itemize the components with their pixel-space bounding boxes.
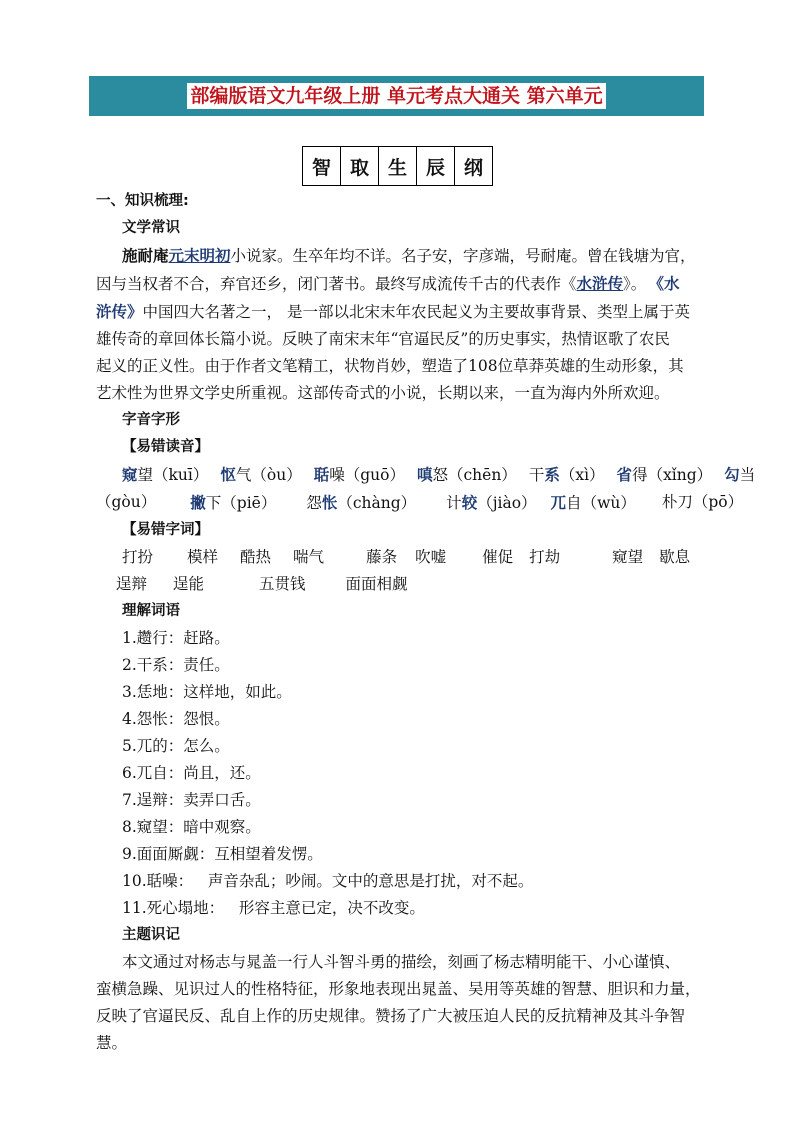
pron-item: 省得（xǐng） <box>616 465 713 484</box>
pron-item: 嗔怒（chēn） <box>416 465 517 484</box>
theme-text: 慧。 <box>96 1034 128 1052</box>
subheading-pronunciation: 字音字形 <box>122 412 180 428</box>
vocab-heading: 理解词语 <box>122 603 180 619</box>
motto-table <box>302 146 493 186</box>
vocab-item: 6.兀自：尚且，还。 <box>122 764 261 782</box>
lit-text: 》。 <box>623 275 647 293</box>
word-item: 酷热 <box>240 548 272 566</box>
word-item: 逞辩 <box>116 575 148 593</box>
pron-item: 怄气（òu） <box>220 465 302 484</box>
word-item: 藤条 <box>366 548 398 566</box>
motto-cell: 辰 <box>417 147 455 185</box>
pronunciation-heading: 【易错读音】 <box>122 439 209 455</box>
motto-cell: 生 <box>379 147 417 185</box>
lit-text: 中国四大名著之一， 是一部以北宋末年农民起义为主要故事背景、类型上属于英 <box>142 303 690 321</box>
document-title: 部编版语文九年级上册 单元考点大通关 第六单元 <box>187 83 605 109</box>
author-name: 施耐庵 <box>122 246 169 265</box>
pron-item: 怨怅（chàng） <box>306 493 417 512</box>
vocab-item: 8.窥望：暗中观察。 <box>122 818 261 836</box>
motto-cell: 智 <box>303 147 341 185</box>
theme-paragraph <box>96 949 706 1057</box>
word-item: 喘气 <box>293 548 325 566</box>
vocab-item: 10.聒噪： 声音杂乱；吵闹。文中的意思是打扰，对不起。 <box>122 872 534 890</box>
lit-text: 因与当权者不合，弃官还乡，闭门著书。最终写成流传千古的代表作《 <box>96 275 577 293</box>
pron-item: 窥望（kuī） <box>122 465 209 484</box>
motto-cell: 纲 <box>463 156 483 179</box>
theme-text: 反映了官逼民反、乱自上作的历史规律。赞扬了广大被压迫人民的反抗精神及其斗争智 <box>96 1007 686 1025</box>
vocab-item: 7.逞辩：卖弄口舌。 <box>122 791 261 809</box>
title-banner <box>89 76 704 116</box>
book-link[interactable]: 水浒传 <box>576 274 624 293</box>
vocab-item: 5.兀的：怎么。 <box>122 737 230 755</box>
pronunciation-row <box>96 461 756 489</box>
book-title: 浒传》 <box>96 302 143 321</box>
word-item: 面面相觑 <box>345 575 408 593</box>
word-item: 逞能 <box>173 575 205 593</box>
pron-item: （gòu） <box>96 493 157 511</box>
theme-text: 本文通过对杨志与晁盖一行人斗智斗勇的描绘，刻画了杨志精明能干、小心谨慎、 <box>122 953 681 971</box>
pronunciation-row <box>96 489 744 517</box>
vocab-item: 3.恁地：这样地，如此。 <box>122 683 292 701</box>
word-item: 五贯钱 <box>259 575 306 593</box>
literature-paragraph <box>96 242 706 407</box>
lit-text: 起义的正义性。由于作者文笔精工，状物肖妙，塑造了108位草莽英雄的生动形象，其 <box>96 357 684 375</box>
word-item: 催促 <box>482 548 514 566</box>
lit-text: 雄传奇的章回体长篇小说。反映了南宋末年“官逼民反”的历史事实，热情讴歌了农民 <box>96 330 670 348</box>
word-item: 吹嘘 <box>415 548 447 566</box>
vocab-item: 2.干系：责任。 <box>122 656 230 674</box>
word-item: 模样 <box>187 548 219 566</box>
word-item: 歇息 <box>659 548 691 566</box>
pron-item: 干系（xì） <box>528 465 605 484</box>
subheading-literature: 文学常识 <box>122 220 180 236</box>
pron-item: 聒噪（guō） <box>313 465 405 484</box>
section-heading: 一、知识梳理: <box>96 193 189 209</box>
words-heading: 【易错字词】 <box>122 522 209 538</box>
theme-text: 蛮横急躁、见识过人的性格特征，形象地表现出晁盖、吴用等英雄的智慧、胆识和力量， <box>96 980 701 998</box>
pron-item: 兀自（wù） <box>550 493 636 512</box>
words-row <box>96 544 706 571</box>
lit-text: 小说家。生卒年均不详。名子安，字彦端，号耐庵。曾在钱塘为官， <box>230 247 696 265</box>
vocab-item: 11.死心塌地： 形容主意已定，决不改变。 <box>122 899 425 917</box>
vocab-item: 1.趱行：赶路。 <box>122 629 230 647</box>
pron-item: 撇下（piē） <box>190 493 277 512</box>
vocab-item: 9.面面厮觑：互相望着发愣。 <box>122 845 323 863</box>
pron-item: 朴刀（pō） <box>661 493 744 511</box>
pron-item: 勾当 <box>724 465 756 484</box>
pron-item: 计较（jiào） <box>446 493 537 512</box>
era-link[interactable]: 元末明初 <box>168 246 231 265</box>
word-item: 打扮 <box>122 548 154 566</box>
book-title: 《水 <box>656 274 680 293</box>
theme-heading: 主题识记 <box>122 927 180 943</box>
lit-text: 艺术性为世界文学史所重视。这部传奇式的小说，长期以来，一直为海内外所欢迎。 <box>96 384 670 402</box>
words-row <box>96 571 706 598</box>
motto-cell: 取 <box>341 147 379 185</box>
vocab-item: 4.怨怅：怨恨。 <box>122 710 230 728</box>
word-item: 窥望 <box>612 548 644 566</box>
document-body <box>96 188 756 1057</box>
word-item: 打劫 <box>529 548 561 566</box>
